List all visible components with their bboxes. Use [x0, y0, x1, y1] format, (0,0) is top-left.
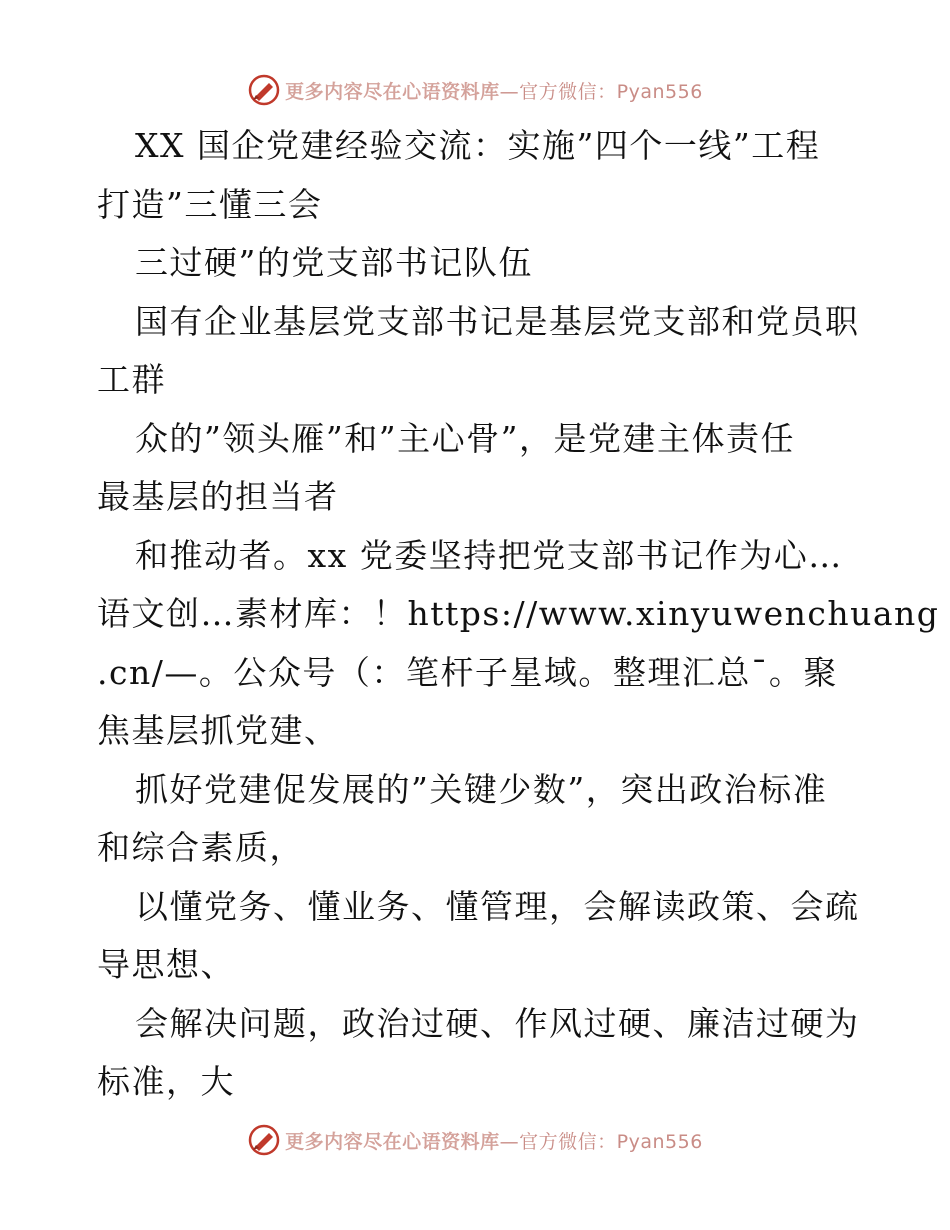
body-line: 和推动者。xx 党委坚持把党支部书记作为心… — [135, 535, 843, 575]
body-line: 工群 — [97, 360, 166, 399]
footer-brand: 更多内容尽在心语资料库 — [285, 1130, 500, 1153]
body-line: 以懂党务、懂业务、懂管理，会解读政策、会疏 — [135, 886, 860, 926]
footer-contact: —官方微信：Pyan556 — [499, 1130, 703, 1153]
body-line: 国有企业基层党支部书记是基层党支部和党员职 — [135, 301, 860, 341]
header-banner-text — [285, 77, 703, 104]
body-line: 焦基层抓党建、 — [97, 711, 339, 750]
document-body — [97, 117, 940, 1112]
pen-logo-icon — [247, 73, 281, 107]
footer-banner — [0, 1120, 950, 1160]
header-brand: 更多内容尽在心语资料库 — [285, 80, 500, 103]
body-line: 会解决问题，政治过硬、作风过硬、廉洁过硬为 — [135, 1003, 860, 1043]
body-line: 导思想、 — [97, 945, 235, 984]
pen-logo-icon — [247, 1123, 281, 1157]
header-contact: —官方微信：Pyan556 — [499, 80, 703, 103]
body-line: 最基层的担当者 — [97, 477, 339, 516]
body-line: 抓好党建促发展的”关键少数”，突出政治标准 — [135, 769, 828, 809]
body-line: 语文创…素材库：！https://www.xinyuwenchuang — [97, 594, 940, 633]
body-line: 众的”领头雁”和”主心骨”，是党建主体责任 — [135, 418, 795, 458]
header-banner — [0, 70, 950, 110]
body-line: XX 国企党建经验交流：实施”四个一线”工程 — [135, 126, 821, 165]
body-line: 打造”三懂三会 — [97, 184, 323, 224]
body-line: 和综合素质， — [97, 828, 304, 867]
body-line: .cn/—。公众号（：笔杆子星域。整理汇总¯。聚 — [97, 652, 838, 692]
body-line: 标准，大 — [97, 1062, 235, 1101]
footer-banner-text — [285, 1127, 703, 1154]
body-line: 三过硬”的党支部书记队伍 — [135, 243, 533, 282]
